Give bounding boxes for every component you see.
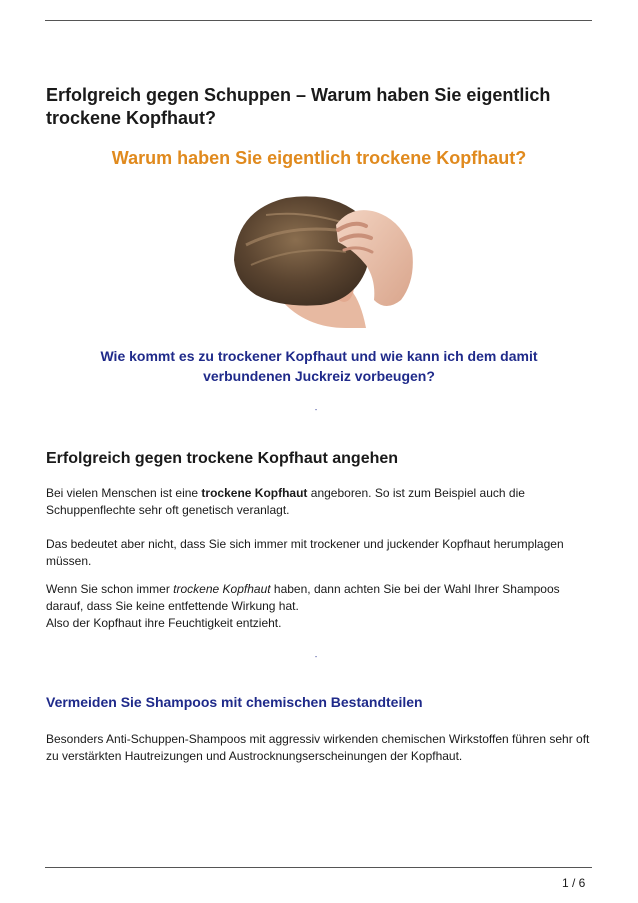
paragraph-text: haben, dann achten Sie bei der Wahl Ihrer Shampoos darauf, dass Sie keine entfettende Wirkung hat. xyxy=(46,582,560,613)
paragraph xyxy=(46,485,596,519)
header-rule xyxy=(45,20,592,21)
emphasis-text: trockene Kopfhaut xyxy=(173,582,271,596)
paragraph-text: Bei vielen Menschen ist eine xyxy=(46,486,202,500)
paragraph-text: Also der Kopfhaut ihre Feuchtigkeit entzieht. xyxy=(46,616,282,630)
paragraph: Besonders Anti-Schuppen-Shampoos mit aggressiv wirkenden chemischen Wirkstoffen führen sehr oft zu verstärkten Hautreizungen und Austrocknungserscheinungen der Kopfhaut. xyxy=(46,732,590,763)
section-heading: Erfolgreich gegen trockene Kopfhaut angehen xyxy=(46,450,399,467)
subtitle: Warum haben Sie eigentlich trockene Kopfhaut? xyxy=(111,148,527,168)
spacer-link[interactable]: - xyxy=(314,408,318,414)
page-number: 1 / 6 xyxy=(562,876,586,890)
intro-question: Wie kommt es zu trockener Kopfhaut und wie kann ich dem damit verbundenen Juckreiz vorbeugen? xyxy=(100,348,538,384)
paragraph-text: angeboren. So ist zum Beispiel auch die Schuppenflechte sehr oft genetisch veranlagt. xyxy=(46,486,525,517)
hair-photo xyxy=(226,190,416,328)
spacer-link[interactable]: - xyxy=(314,655,318,661)
paragraph: Das bedeutet aber nicht, dass Sie sich immer mit trockener und juckender Kopfhaut herumplagen müssen. xyxy=(46,537,564,568)
page-title: Erfolgreich gegen Schuppen – Warum haben Sie eigentlich trockene Kopfhaut? xyxy=(46,85,551,128)
section-heading: Vermeiden Sie Shampoos mit chemischen Bestandteilen xyxy=(46,694,423,710)
paragraph-text: Wenn Sie schon immer xyxy=(46,582,174,596)
paragraph xyxy=(46,581,596,632)
footer-rule xyxy=(45,867,592,868)
keyword-link[interactable]: trockene Kopfhaut xyxy=(201,486,308,500)
